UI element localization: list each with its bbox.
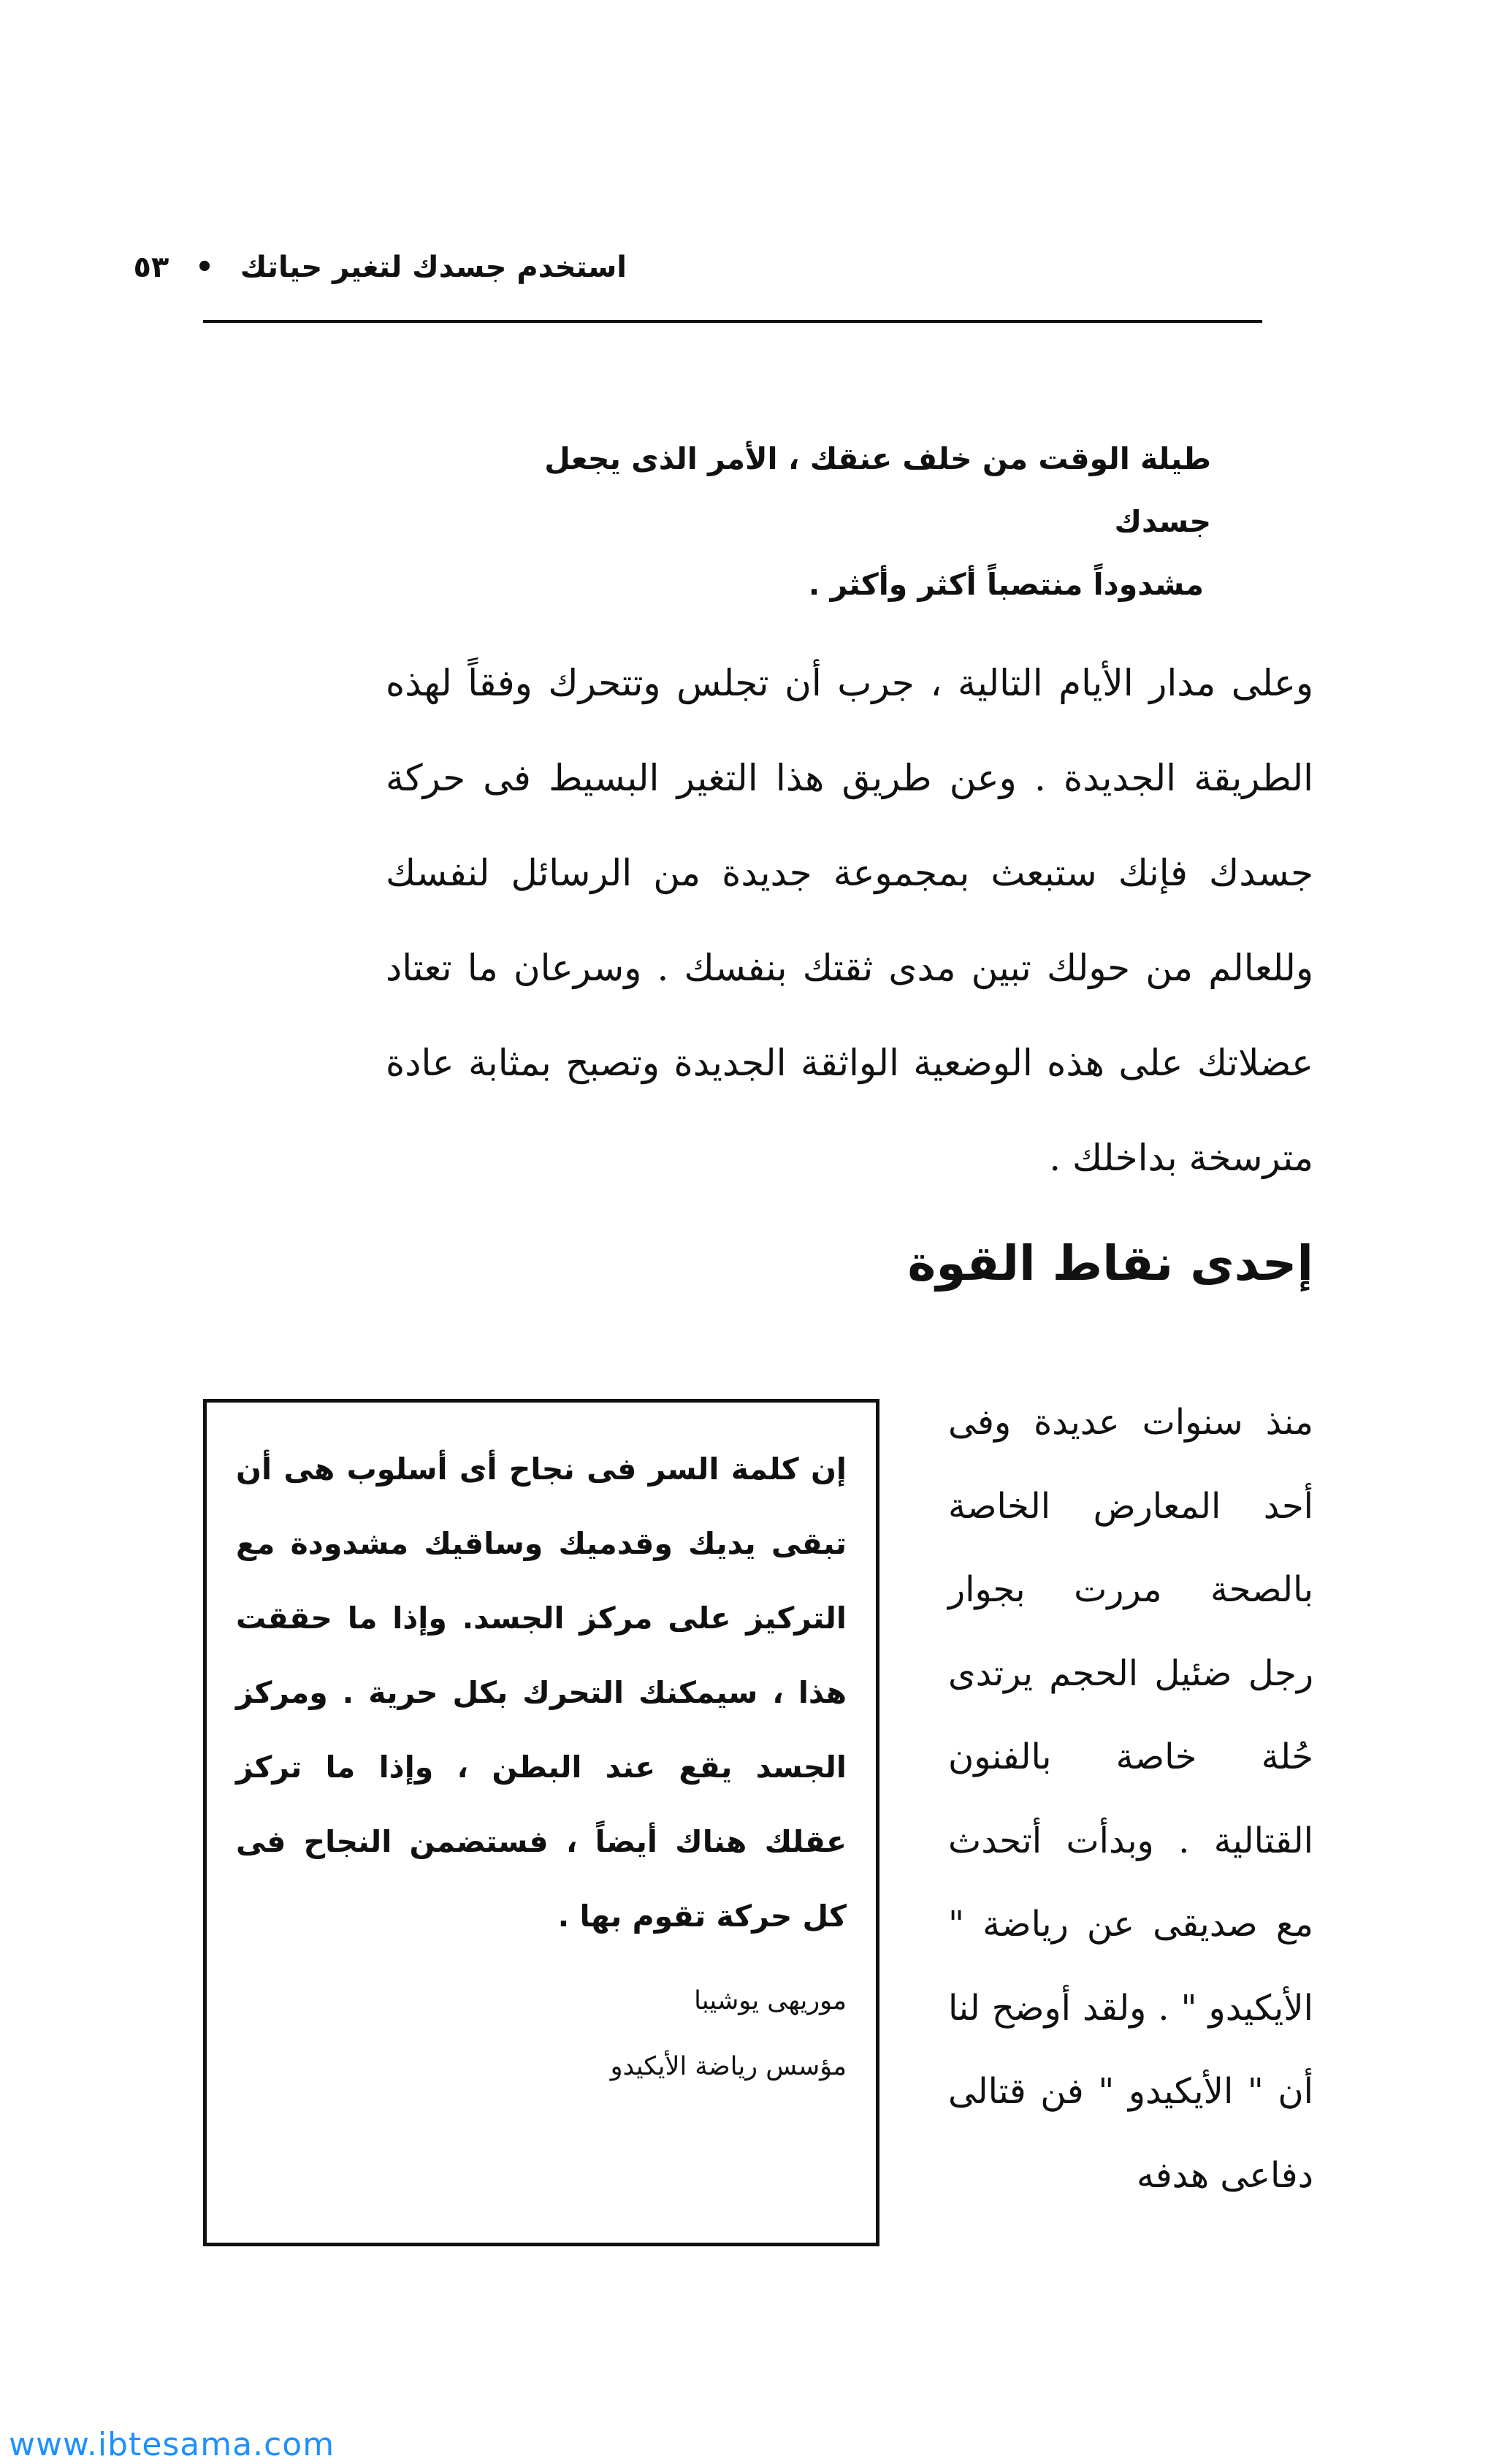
quote-line-1: طيلة الوقت من خلف عنقك ، الأمر الذى يجعل جسدك — [544, 441, 1211, 539]
quote-line-2: مشدوداً منتصباً أكثر وأكثر . — [808, 567, 1204, 602]
box-quote-author: موريهى يوشيبا — [694, 1986, 847, 2015]
body-paragraph: وعلى مدار الأيام التالية ، جرب أن تجلس وتتحرك وفقاً لهذه الطريقة الجديدة . وعن طريق هذا التغير البسيط فى حركة جسدك فإنك ستبعث بمجموعة جديدة من الرسائل لنفسك وللعالم من حولك تبين مدى ثقتك بنفسك . وسرعان ما تعتاد عضلاتك على هذه الوضعية الواثقة الجديدة وتصبح بمثابة عادة مترسخة بداخلك . — [386, 662, 1313, 1179]
header-separator: • — [195, 251, 214, 284]
running-title: استخدم جسدك لتغير حياتك — [240, 251, 627, 284]
running-header — [133, 245, 627, 289]
watermark-link[interactable]: www.ibtesama.com — [9, 2426, 335, 2463]
quote-box — [203, 1399, 879, 2246]
column-paragraph: منذ سنوات عديدة وفى أحد المعارض الخاصة بالصحة مررت بجوار رجل ضئيل الحجم يرتدى حُلة خاصة بالفنون القتالية . وبدأت أتحدث مع صديقى عن رياضة " الأيكيدو " . ولقد أوضح لنا أن " الأيكيدو " فن قتالى دفاعى هدفه — [948, 1402, 1313, 2196]
section-heading: إحدى نقاط القوة — [907, 1235, 1313, 1292]
box-quote-author-title: مؤسس رياضة الأيكيدو — [610, 2052, 847, 2081]
header-rule — [203, 320, 1262, 323]
box-quote-text: إن كلمة السر فى نجاح أى أسلوب هى أن تبقى يديك وقدميك وساقيك مشدودة مع التركيز على مركز الجسد. وإذا ما حققت هذا ، سيمكنك التحرك بكل حرية . ومركز الجسد يقع عند البطن ، وإذا ما تركز عقلك هناك أيضاً ، فستضمن النجاح فى كل حركة تقوم بها . — [236, 1452, 847, 1934]
quote-continuation — [481, 427, 1211, 616]
page-number: ٥٣ — [133, 251, 169, 284]
